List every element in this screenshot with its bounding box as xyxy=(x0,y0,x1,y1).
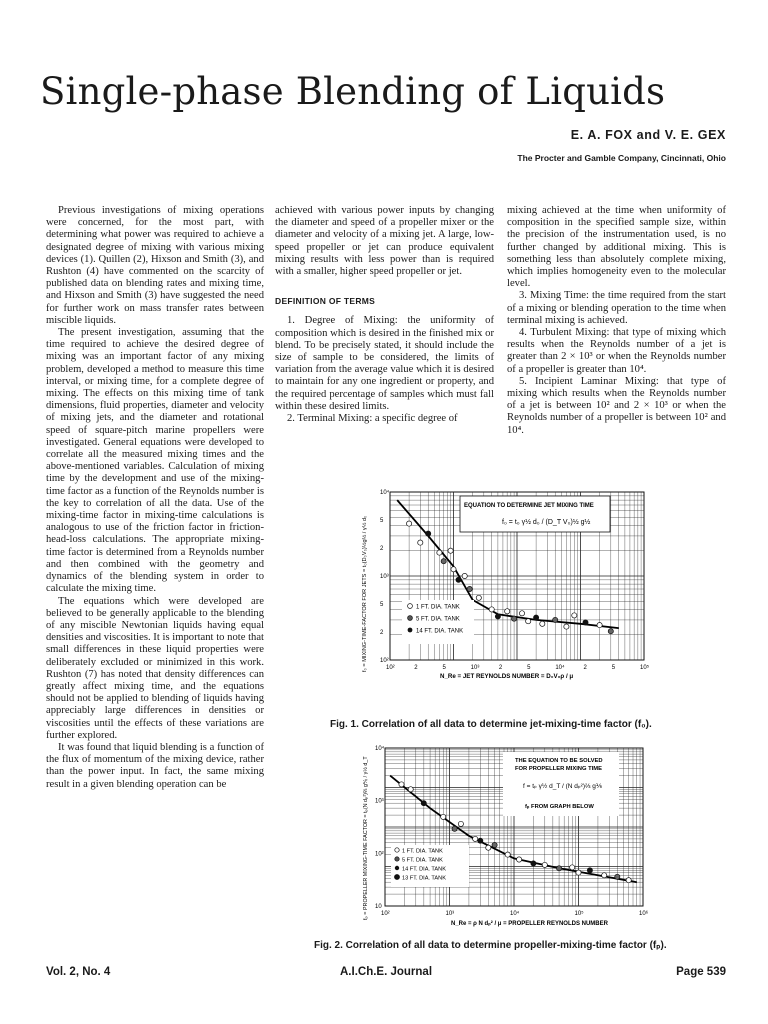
y-axis-label: fₚ = PROPELLER MIXING-TIME FACTOR = tₚ(N dₚ²)⅔ g⅙ / γ½ d_T xyxy=(363,756,369,920)
data-point xyxy=(467,586,472,591)
footer-journal: A.I.Ch.E. Journal xyxy=(340,966,433,978)
legend-marker-half xyxy=(395,857,399,861)
data-point xyxy=(531,861,536,866)
x-tick-label: 10² xyxy=(381,911,390,917)
paragraph: mixing achieved at the time when uniformity of composition in the specified sample size, within the precision of the instrumentation used, is no further changed by additional mixing. This is something less than absolutely complete mixing, which implies homogeneity even to the molecular level. xyxy=(507,205,726,290)
x-tick-label: 10⁴ xyxy=(555,665,565,671)
paragraph: achieved with various power inputs by changing the diameter and speed of a propeller mixer or the diameter and velocity of a mixing jet. A large, low-speed propeller or jet can produce equivalent mixing results with less power than is required with a smaller, higher speed propeller or jet. xyxy=(275,205,494,278)
y-tick-label: 10² xyxy=(375,851,384,858)
data-point xyxy=(572,613,577,618)
data-point xyxy=(540,621,545,626)
x-tick-label: 10⁴ xyxy=(510,911,520,917)
section-heading: DEFINITION OF TERMS xyxy=(275,296,376,307)
body-column-1 xyxy=(46,205,264,791)
figure-2-caption: Fig. 2. Correlation of all data to determine propeller-mixing-time factor (fₚ). xyxy=(314,940,667,951)
data-point xyxy=(452,826,457,831)
x-tick-label: 10³ xyxy=(445,911,455,917)
body-column-2 xyxy=(275,205,494,425)
x-tick-label: 2 xyxy=(583,665,587,671)
data-point xyxy=(426,531,431,536)
y-axis-label: f₀ = MIXING-TIME-FACTOR FOR JETS = t₀(D₀V₀)½g½ / γ½ d₀ xyxy=(362,515,368,672)
data-point xyxy=(505,609,510,614)
equation-box-line: THE EQUATION TO BE SOLVED xyxy=(515,758,603,764)
data-point xyxy=(626,878,631,883)
equation: f = tₚ γ½ d_T / (N dₚ²)⅔ g⅙ xyxy=(523,783,603,790)
y-tick-label: 10⁴ xyxy=(375,746,385,752)
y-tick-label: 10³ xyxy=(380,574,389,580)
x-axis-label: N_Re = JET REYNOLDS NUMBER = D₀V₀ρ / μ xyxy=(440,673,574,680)
legend-label: 14 FT. DIA. TANK xyxy=(416,628,464,635)
legend-label: 14 FT. DIA. TANK xyxy=(402,866,446,873)
data-point xyxy=(570,865,575,870)
data-point xyxy=(512,616,517,621)
x-tick-label: 10³ xyxy=(470,665,480,671)
x-axis-label: N_Re = ρ N dₚ² / μ = PROPELLER REYNOLDS NUMBER xyxy=(451,921,608,927)
legend-marker-open xyxy=(395,848,399,852)
data-point xyxy=(399,782,404,787)
figure-1-caption: Fig. 1. Correlation of all data to determine jet-mixing-time factor (f₀). xyxy=(330,719,652,730)
paragraph: The present investigation, assuming that the time required to achieve the desired degree of mixing was an important factor of any mixing problem, developed a method to measure this time interval, or mixing time, for a complete degree of mixing. The effects on this mixing time of tank dimensions, fluid properties, diameter and velocity of mixing jets, and the diameter and rotational speed of square-pitch marine propellers were investigated. General equations were developed to correlate all the measured mixing times and the above-mentioned variables. Calculation of mixing time by the development and use of the mixing-time factor as a function of the Reynolds number is the key to correlation of all the data. Use of the mixing-time factor in mixing-time calculations is analogous to use of the friction factor in friction-head-loss calculations. The appropriate mixing-time factor is determined from a Reynolds number and then combined with the geometry and dynamics of the blending system in order to calculate the mixing time. xyxy=(46,327,264,595)
data-point xyxy=(526,619,531,624)
footer-page: Page 539 xyxy=(676,966,726,978)
legend-label: 1 FT. DIA. TANK xyxy=(402,848,443,855)
paragraph: It was found that liquid blending is a function of the flux of momentum of the mixing device, rather than the power input. In fact, the same mixing result in a given blending operation can be xyxy=(46,741,264,790)
data-point xyxy=(441,559,446,564)
equation-box-title: EQUATION TO DETERMINE JET MIXING TIME xyxy=(464,503,594,509)
data-point xyxy=(473,836,478,841)
data-point xyxy=(407,521,412,526)
paragraph: The equations which were developed are believed to be generally applicable to the blending of any miscible Newtonian liquids having equal densities and viscosities. It is important to note that small differences in these liquid properties were deliberately excluded or minimized in this work. Rushton (7) has noted that density differences can greatly affect mixing time, and the equations should not be applied to blending of liquids having appreciably large differences in densities or viscosities until the effects of these variations are further explored. xyxy=(46,595,264,741)
y-tick-label: 10⁴ xyxy=(380,490,390,496)
data-point xyxy=(602,873,607,878)
data-point xyxy=(553,617,558,622)
x-tick-label: 5 xyxy=(611,665,616,671)
data-point xyxy=(476,595,481,600)
data-point xyxy=(583,620,588,625)
data-point xyxy=(421,801,426,806)
x-tick-label: 5 xyxy=(442,665,446,671)
figure-1-chart xyxy=(352,482,652,710)
data-point xyxy=(495,614,500,619)
data-point xyxy=(587,868,592,873)
data-point xyxy=(517,857,522,862)
data-point xyxy=(462,573,467,578)
legend-marker-filled xyxy=(395,866,399,870)
y-tick-label: 5 xyxy=(380,602,384,608)
data-point xyxy=(615,874,620,879)
data-point xyxy=(451,567,456,572)
data-point xyxy=(489,607,494,612)
footer-volume: Vol. 2, No. 4 xyxy=(46,966,111,978)
data-point xyxy=(441,814,446,819)
data-point xyxy=(542,862,547,867)
legend-marker-double xyxy=(395,875,399,879)
y-tick-label: 10³ xyxy=(375,798,384,805)
x-tick-label: 2 xyxy=(414,665,418,671)
y-tick-label: 2 xyxy=(380,630,384,636)
equation: f₀ = t₀ γ½ d₀ / (D_T V₀)½ g½ xyxy=(502,519,591,526)
x-tick-label: 10⁶ xyxy=(639,911,649,917)
equation-box xyxy=(460,496,610,532)
article-authors: E. A. FOX and V. E. GEX xyxy=(570,128,726,142)
data-point xyxy=(534,615,539,620)
data-point xyxy=(576,870,581,875)
x-tick-label: 10⁵ xyxy=(574,911,584,917)
paragraph: Previous investigations of mixing operations were concerned, for the most part, with determining what power was required to achieve a designated degree of mixing with various mixing devices (1). Quillen (2), Hixson and Smith (3), and Rushton (4) have commented on the scarcity of published data on blending rates and mixing time, and Hixson and Smith (3) have suggested the need for further work on mass transfer rates between miscible liquids. xyxy=(46,205,264,326)
y-tick-label: 2 xyxy=(380,546,384,552)
data-point xyxy=(418,540,423,545)
data-point xyxy=(608,629,613,634)
equation-box-note: fₚ FROM GRAPH BELOW xyxy=(525,804,594,810)
data-point xyxy=(458,821,463,826)
data-point xyxy=(478,838,483,843)
legend-label: 5 FT. DIA. TANK xyxy=(416,616,460,623)
definition-paragraph: 2. Terminal Mixing: a specific degree of xyxy=(287,413,458,425)
definition-paragraph: 1. Degree of Mixing: the uniformity of composition which is desired in the finished mix or blend. To be precisely stated, it should include the size of sample to be considered, the limits of variation from the average value which it is desired to maintain for any one ingredient or property, and the required percentage of samples which must fall within these desired limits. xyxy=(275,315,494,412)
data-point xyxy=(564,624,569,629)
definition-paragraph: 3. Mixing Time: the time required from the start of a mixing or blending operation to the time when terminal mixing is achieved. xyxy=(507,290,726,326)
legend-marker-open xyxy=(408,604,413,609)
definition-paragraph: 4. Turbulent Mixing: that type of mixing which results when the Reynolds number of a jet is greater than 2 × 10³ or when the Reynolds number of a propeller is greater than 10⁴. xyxy=(507,327,726,375)
article-title: Single-phase Blending of Liquids xyxy=(40,70,666,113)
figure-2-chart xyxy=(355,742,655,934)
legend-marker-half xyxy=(408,616,413,621)
legend-label: 1 FT. DIA. TANK xyxy=(416,604,460,611)
data-point xyxy=(505,852,510,857)
x-tick-label: 10² xyxy=(386,665,395,671)
legend-label: 13 FT. DIA. TANK xyxy=(402,875,446,882)
article-affiliation: The Procter and Gamble Company, Cincinnati, Ohio xyxy=(517,153,726,163)
data-point xyxy=(519,611,524,616)
y-tick-label: 10² xyxy=(380,658,389,664)
y-tick-label: 5 xyxy=(380,518,384,524)
data-point xyxy=(557,866,562,871)
data-point xyxy=(448,548,453,553)
data-point xyxy=(437,550,442,555)
x-tick-label: 10⁵ xyxy=(640,665,650,671)
x-tick-label: 2 xyxy=(498,665,503,671)
data-point xyxy=(456,577,461,582)
equation-box-line: FOR PROPELLER MIXING TIME xyxy=(515,766,602,772)
legend-marker-filled xyxy=(408,628,413,633)
x-tick-label: 5 xyxy=(527,665,531,671)
data-point xyxy=(597,623,602,628)
data-point xyxy=(492,842,497,847)
y-tick-label: 10 xyxy=(375,904,382,910)
body-column-3 xyxy=(507,205,726,437)
data-point xyxy=(486,845,491,850)
data-point xyxy=(408,787,413,792)
legend-label: 5 FT. DIA. TANK xyxy=(402,857,443,864)
definition-paragraph: 5. Incipient Laminar Mixing: that type of mixing which results when the Reynolds number of a jet is between 10² and 2 × 10³ or when the Reynolds number of a propeller is between 10² and 10⁴. xyxy=(507,375,726,436)
